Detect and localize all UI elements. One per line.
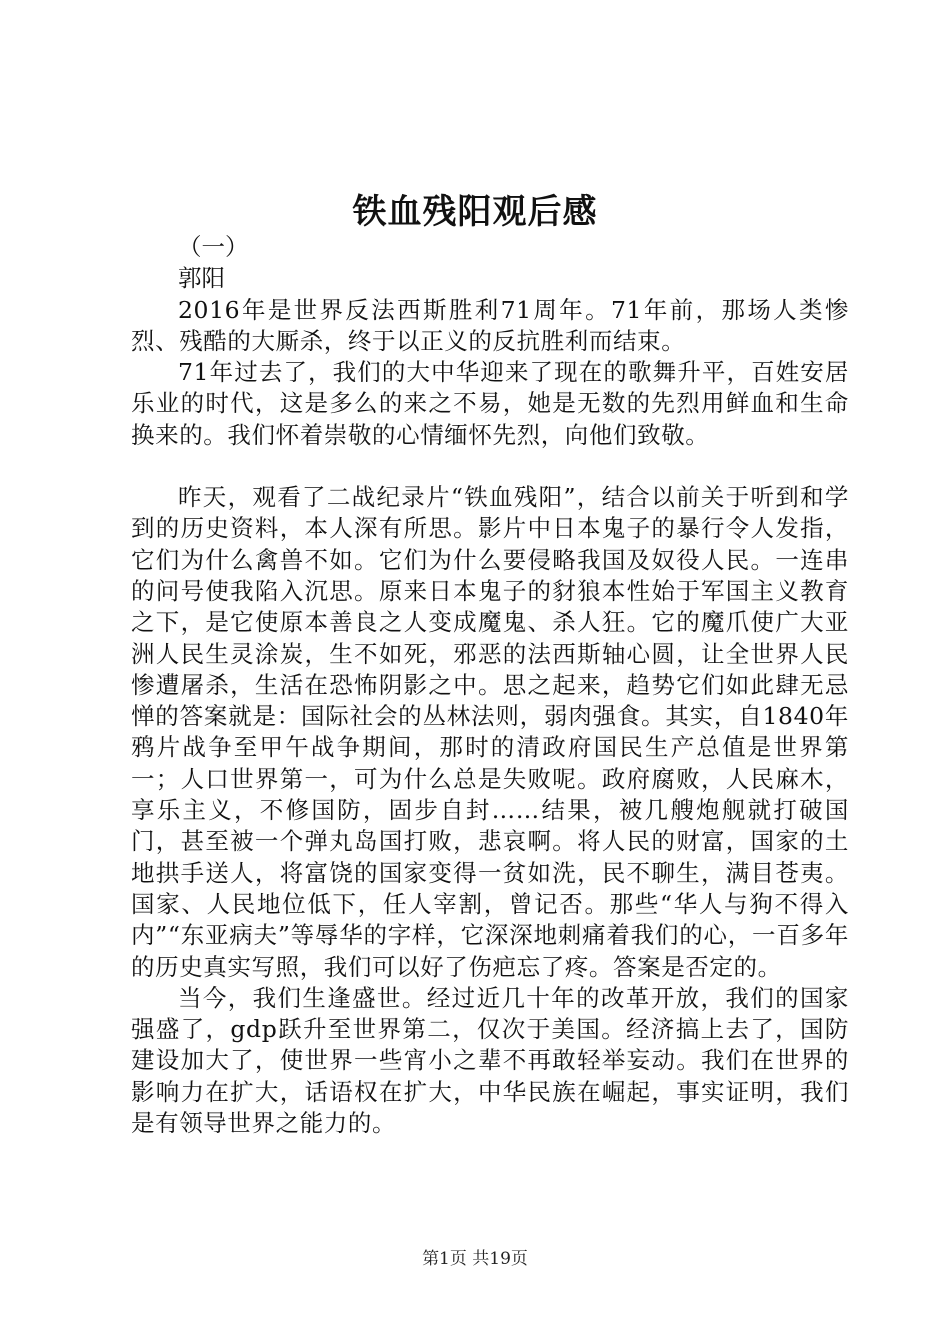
author-name: 郭阳 [178, 264, 225, 293]
document-body [131, 232, 849, 1139]
page-number-footer: 第1页 共19页 [422, 1249, 528, 1269]
paragraph-3: 昨天，观看了二战纪录片“铁血残阳”，结合以前关于听到和学到的历史资料，本人深有所思。影片中日本鬼子的暴行令人发指，它们为什么禽兽不如。它们为什么要侵略我国及奴役人民。一连串的问号使我陷入沉思。原来日本鬼子的豺狼本性始于军国主义教育之下，是它使原本善良之人变成魔鬼、杀人狂。它的魔爪使广大亚洲人民生灵涂炭，生不如死，邪恶的法西斯轴心圆，让全世界人民惨遭屠杀，生活在恐怖阴影之中。思之起来，趋势它们如此肆无忌惮的答案就是：国际社会的丛林法则，弱肉强食。其实，自1840年鸦片战争至甲午战争期间，那时的清政府国民生产总值是世界第一；人口世界第一，可为什么总是失败呢。政府腐败，人民麻木，享乐主义，不修国防，固步自封……结果，被几艘炮舰就打破国门，甚至被一个弹丸岛国打败，悲哀啊。将人民的财富，国家的土地拱手送人，将富饶的国家变得一贫如洗，民不聊生，满目苍夷。国家、人民地位低下，任人宰割，曾记否。那些“华人与狗不得入内”“东亚病夫”等辱华的字样，它深深地刺痛着我们的心，一百多年的历史真实写照，我们可以好了伤疤忘了疼。答案是否定的。 [131, 483, 849, 981]
paragraph-2: 71年过去了，我们的大中华迎来了现在的歌舞升平，百姓安居乐业的时代，这是多么的来之不易，她是无数的先烈用鲜血和生命换来的。我们怀着崇敬的心情缅怀先烈，向他们致敬。 [131, 358, 849, 449]
document-title: 铁血残阳观后感 [352, 192, 598, 232]
section-label: （一） [178, 233, 249, 261]
paragraph-1: 2016年是世界反法西斯胜利71周年。71年前，那场人类惨烈、残酷的大厮杀，终于以正义的反抗胜利而结束。 [131, 295, 849, 355]
paragraph-4: 当今，我们生逢盛世。经过近几十年的改革开放，我们的国家强盛了，gdp跃升至世界第二，仅次于美国。经济搞上去了，国防建设加大了，使世界一些宵小之辈不再敢轻举妄动。我们在世界的影响力在扩大，话语权在扩大，中华民族在崛起，事实证明，我们是有领导世界之能力的。 [131, 983, 849, 1138]
